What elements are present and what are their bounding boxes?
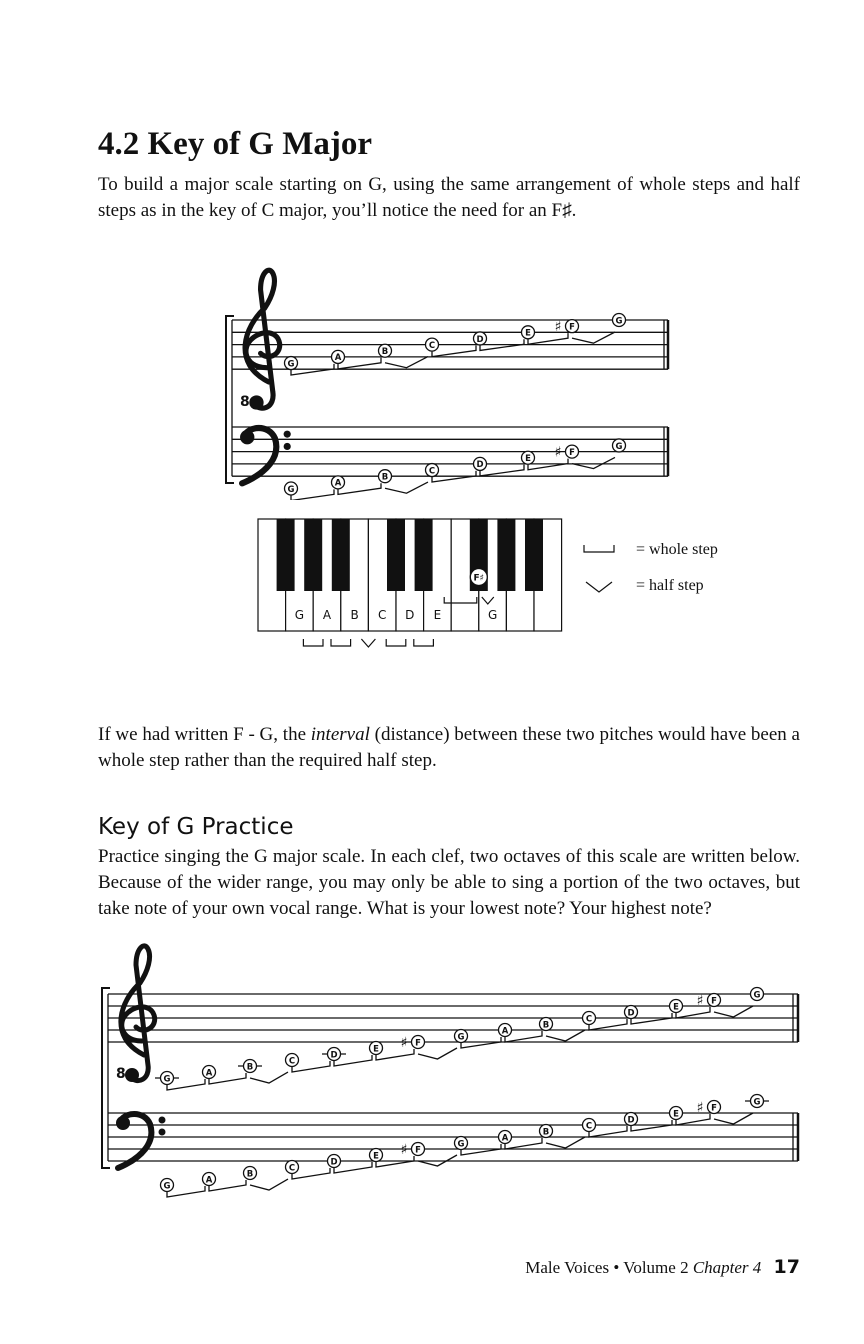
white-key-label: A [322,608,332,622]
note-letter: D [476,334,484,345]
note-letter: B [542,1020,550,1031]
note-letter: G [753,1097,761,1108]
note-letter: G [615,316,623,327]
note-letter: F [415,1145,421,1156]
note-letter: A [501,1133,509,1144]
note-letter: C [428,340,436,351]
footer-book: Male Voices • Volume 2 [525,1258,689,1277]
note-letter: G [163,1181,171,1192]
note-letter: E [525,454,531,465]
note-letter: D [627,1008,635,1019]
sharp-sign: ♯ [696,993,704,1009]
sharp-sign: ♯ [554,444,562,461]
octave-8-mark: 8 [116,1066,126,1083]
note-letter: F [569,447,575,458]
note-letter: A [334,478,342,489]
note-letter: G [163,1074,171,1085]
note-letter: G [753,990,761,1001]
octave-8-mark: 8 [240,393,250,410]
note-letter: E [673,1109,679,1120]
page-number: 17 [773,1256,800,1278]
footer-chapter: Chapter 4 [692,1258,762,1277]
practice-title: Key of G Practice [98,814,294,840]
note-letter: G [287,359,295,370]
note-letter: G [287,484,295,495]
legend-half-step: = half step [636,577,704,594]
note-letter: D [330,1157,338,1168]
note-letter: C [288,1056,296,1067]
sharp-sign: ♯ [554,319,562,336]
note-letter: A [501,1026,509,1037]
half-step-mark [250,1179,288,1190]
half-step-mark [714,1006,753,1017]
page-title: 4.2 Key of G Major [98,126,373,162]
bass-clef [116,1114,166,1168]
note-letter: D [330,1050,338,1061]
treble-clef [121,946,155,1082]
interval-paragraph: If we had written F - G, the interval (distance) between these two pitches would have been a whole step rather than the required half step. [98,724,800,771]
legend-whole-step: = whole step [636,541,718,558]
half-step-mark [546,1030,585,1041]
note-letter: B [246,1062,254,1073]
intro-paragraph: To build a major scale starting on G, using the same arrangement of whole steps and half steps as in the key of C major, you’ll notice the need for an F♯. [98,174,800,221]
note-letter: C [428,466,436,477]
half-step-mark [546,1137,585,1148]
note-letter: D [627,1115,635,1126]
f-sharp-label: F♯ [473,573,485,584]
note-letter: F [711,996,717,1007]
note-letter: E [373,1151,379,1162]
white-key-label: E [433,608,442,622]
note-letter: A [205,1068,213,1079]
page-footer [480,1256,800,1278]
sharp-sign: ♯ [400,1142,408,1158]
note-letter: B [381,472,389,483]
system-bracket [102,988,110,1168]
white-key-label: G [294,608,305,622]
half-step-mark [418,1048,457,1059]
sharp-sign: ♯ [400,1035,408,1051]
note-letter: D [476,460,484,471]
note-letter: C [585,1121,593,1132]
interval-term: interval [310,724,370,745]
half-step-mark [714,1113,753,1124]
note-letter: B [542,1127,550,1138]
note-letter: A [205,1175,213,1186]
practice-paragraph: Practice singing the G major scale. In each clef, two octaves of this scale are written below. Because of the wider range, you may only be able to sing a portion of the two octaves, but take note of your own vocal range. What is your lowest note? Your highest note? [98,846,800,919]
note-letter: C [585,1014,593,1025]
white-key-label: D [405,608,415,622]
sharp-sign: ♯ [696,1100,704,1116]
white-key-label: B [350,608,359,622]
white-key-label: C [378,608,387,622]
note-letter: B [246,1169,254,1180]
note-letter: B [381,347,389,358]
note-letter: G [457,1032,465,1043]
note-letter: E [373,1044,379,1055]
note-letter: F [711,1103,717,1114]
white-key-label: G [487,608,498,622]
note-letter: C [288,1163,296,1174]
note-letter: E [525,328,531,339]
note-letter: G [457,1139,465,1150]
note-letter: E [673,1002,679,1013]
note-letter: A [334,353,342,364]
note-letter: G [615,441,623,452]
note-letter: F [569,322,575,333]
note-letter: F [415,1038,421,1049]
